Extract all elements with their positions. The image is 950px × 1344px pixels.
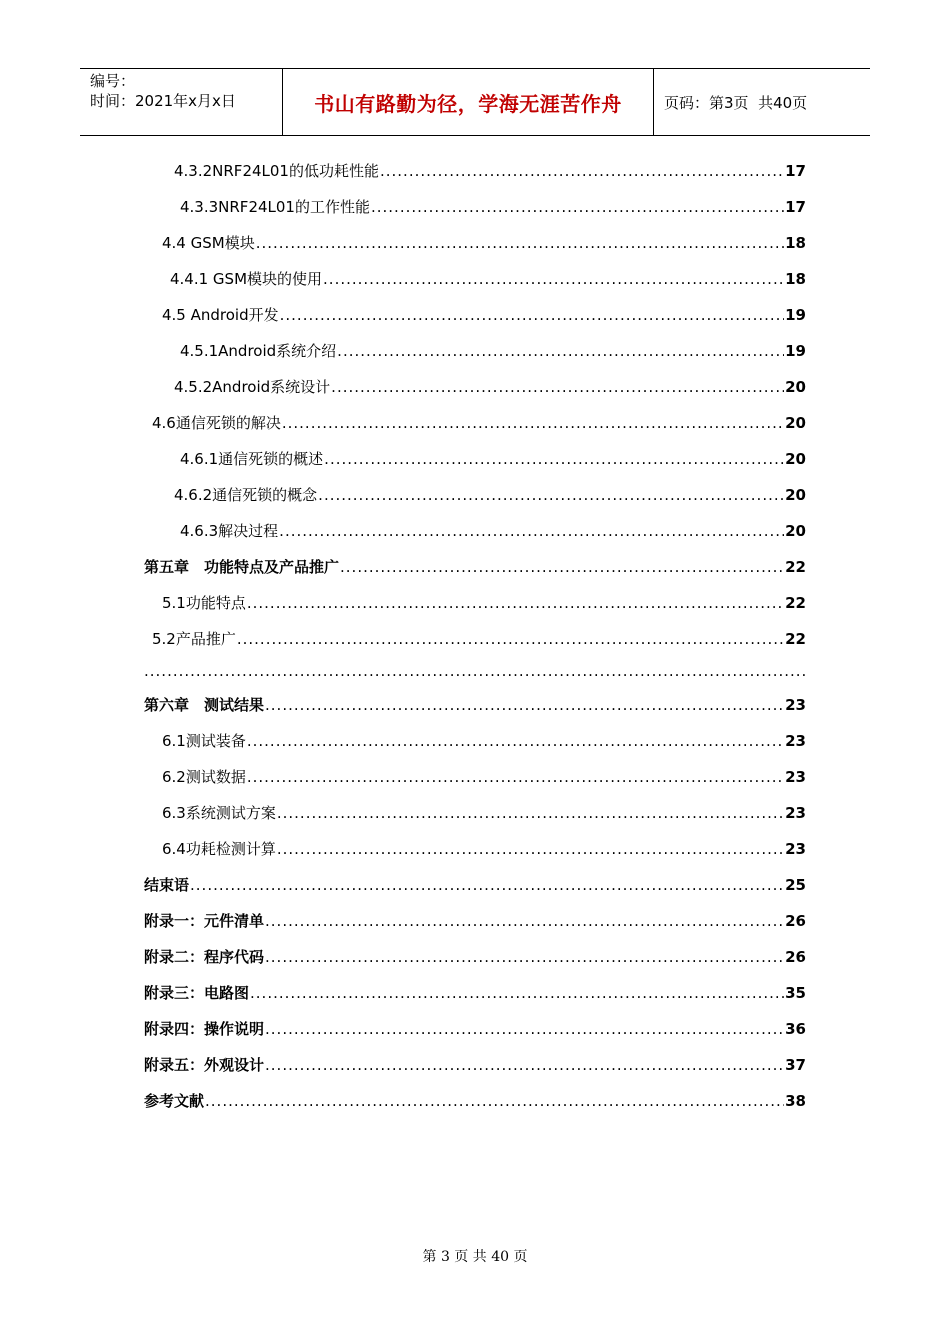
toc-leader-dots (250, 982, 784, 1004)
toc-entry[interactable] (162, 838, 806, 860)
toc-entry-page: 22 (785, 594, 806, 612)
toc-chapter-entry[interactable] (144, 874, 806, 896)
toc-entry-label: 4.5 Android开发 (162, 306, 279, 324)
toc-entry-page: 20 (785, 414, 806, 432)
toc-leader-dots (265, 910, 784, 932)
toc-entry-label: 附录一：元件清单 (144, 912, 265, 930)
toc-leader-dots (247, 730, 784, 752)
toc-entry[interactable] (162, 232, 806, 254)
toc-chapter-entry[interactable] (144, 1054, 806, 1076)
toc-entry-page: 26 (785, 912, 806, 930)
toc-entry-page: 23 (785, 804, 806, 822)
toc-leader-dots (331, 376, 784, 398)
toc-leader-dots (256, 232, 784, 254)
toc-entry-label: 附录三：电路图 (144, 984, 250, 1002)
toc-entry-label: 4.6.3解决过程 (180, 522, 279, 540)
toc-entry[interactable] (152, 412, 806, 434)
toc-entry-page: 23 (785, 732, 806, 750)
toc-entry-label: 4.6.1通信死锁的概述 (180, 450, 324, 468)
document-date: 时间：2021年x月x日 (90, 92, 236, 110)
toc-leader-dots (247, 766, 784, 788)
toc-leader-dots (237, 628, 784, 650)
toc-leader-dots (380, 160, 784, 182)
toc-leader-dots (282, 412, 784, 434)
toc-entry-label: 结束语 (144, 876, 190, 894)
toc-entry-page: 23 (785, 768, 806, 786)
toc-entry-label: 6.4功耗检测计算 (162, 840, 276, 858)
toc-chapter-entry[interactable] (144, 556, 806, 578)
header-page-info: 页码：第3页 共40页 (664, 93, 808, 112)
toc-entry-label: 4.5.1Android系统介绍 (180, 342, 337, 360)
toc-leader-dots (324, 448, 784, 470)
toc-chapter-entry[interactable] (144, 694, 806, 716)
toc-chapter-entry[interactable] (144, 910, 806, 932)
toc-entry[interactable] (174, 484, 806, 506)
header-motto-cell (282, 69, 654, 135)
toc-leader-dots (323, 268, 784, 290)
toc-entry[interactable] (180, 340, 806, 362)
toc-entry[interactable] (162, 766, 806, 788)
toc-leader-dots (318, 484, 784, 506)
toc-entry-label: 6.3系统测试方案 (162, 804, 276, 822)
toc-entry-page: 20 (785, 450, 806, 468)
toc-entry-page: 19 (785, 306, 806, 324)
toc-entry-label: 4.5.2Android系统设计 (174, 378, 331, 396)
toc-entry-page: 17 (785, 198, 806, 216)
toc-entry[interactable] (162, 592, 806, 614)
toc-entry-label: 参考文献 (144, 1092, 205, 1110)
toc-entry[interactable] (180, 448, 806, 470)
toc-entry-page: 19 (785, 342, 806, 360)
toc-entry[interactable] (162, 802, 806, 824)
toc-chapter-entry[interactable] (144, 946, 806, 968)
toc-leader-dots (277, 802, 784, 824)
toc-entry-page: 36 (785, 1020, 806, 1038)
toc-entry-label: 5.2产品推广 (152, 630, 236, 648)
toc-entry-page: 17 (785, 162, 806, 180)
toc-entry-label: 附录四：操作说明 (144, 1020, 265, 1038)
toc-entry[interactable] (174, 376, 806, 398)
toc-entry-page: 23 (785, 696, 806, 714)
toc-entry-label: 6.2测试数据 (162, 768, 246, 786)
toc-entry-label: 附录五：外观设计 (144, 1056, 265, 1074)
toc-entry-label: 4.3.2NRF24L01的低功耗性能 (174, 162, 379, 180)
toc-chapter-entry[interactable] (144, 1018, 806, 1040)
toc-entry[interactable] (162, 730, 806, 752)
toc-leader-dots-line (144, 660, 806, 682)
toc-entry-page: 20 (785, 378, 806, 396)
document-number-label: 编号： (90, 72, 136, 90)
toc-leader-dots (265, 694, 784, 716)
toc-leader-dots (340, 556, 784, 578)
toc-leader-dots (247, 592, 784, 614)
toc-entry-label: 5.1功能特点 (162, 594, 246, 612)
toc-entry[interactable] (174, 160, 806, 182)
toc-leader-dots (265, 946, 784, 968)
toc-entry-page: 37 (785, 1056, 806, 1074)
toc-leader-dots (277, 838, 784, 860)
toc-entry-label: 4.6.2通信死锁的概念 (174, 486, 318, 504)
page-header (80, 68, 870, 136)
toc-entry-page: 20 (785, 486, 806, 504)
toc-leader-dots (205, 1090, 784, 1112)
toc-entry-page: 26 (785, 948, 806, 966)
toc-entry-page: 22 (785, 630, 806, 648)
toc-entry-label: 4.4 GSM模块 (162, 234, 255, 252)
toc-entry[interactable] (180, 196, 806, 218)
toc-entry-label: 附录二：程序代码 (144, 948, 265, 966)
toc-entry-page: 20 (785, 522, 806, 540)
toc-leader-dots (190, 874, 784, 896)
toc-leader-dots (265, 1054, 784, 1076)
toc-entry-page: 18 (785, 234, 806, 252)
toc-entry[interactable] (170, 268, 806, 290)
toc-entry-page: 22 (785, 558, 806, 576)
toc-leader-dots (337, 340, 784, 362)
toc-entry[interactable] (162, 304, 806, 326)
header-motto: 书山有路勤为径，学海无涯苦作舟 (314, 91, 622, 116)
toc-leader-dots (265, 1018, 784, 1040)
toc-chapter-entry[interactable] (144, 1090, 806, 1112)
toc-entry-page: 18 (785, 270, 806, 288)
toc-entry-label: 4.4.1 GSM模块的使用 (170, 270, 323, 288)
toc-entry-label: 6.1测试装备 (162, 732, 246, 750)
toc-entry[interactable] (180, 520, 806, 542)
toc-entry[interactable] (152, 628, 806, 650)
toc-leader-dots (371, 196, 784, 218)
toc-entry-page: 23 (785, 840, 806, 858)
toc-entry-page: 38 (785, 1092, 806, 1110)
toc-entry-page: 25 (785, 876, 806, 894)
page-footer: 第 3 页 共 40 页 (422, 1249, 528, 1265)
toc-entry-label: 第五章 功能特点及产品推广 (144, 558, 340, 576)
toc-entry-label: 4.6通信死锁的解决 (152, 414, 281, 432)
toc-chapter-entry[interactable] (144, 982, 806, 1004)
toc-entry-page: 35 (785, 984, 806, 1002)
toc-entry-label: 第六章 测试结果 (144, 696, 265, 714)
toc-entry-label: 4.3.3NRF24L01的工作性能 (180, 198, 370, 216)
toc-leader-dots (280, 304, 785, 326)
header-left-cell (80, 69, 282, 135)
toc-leader-dots (279, 520, 784, 542)
